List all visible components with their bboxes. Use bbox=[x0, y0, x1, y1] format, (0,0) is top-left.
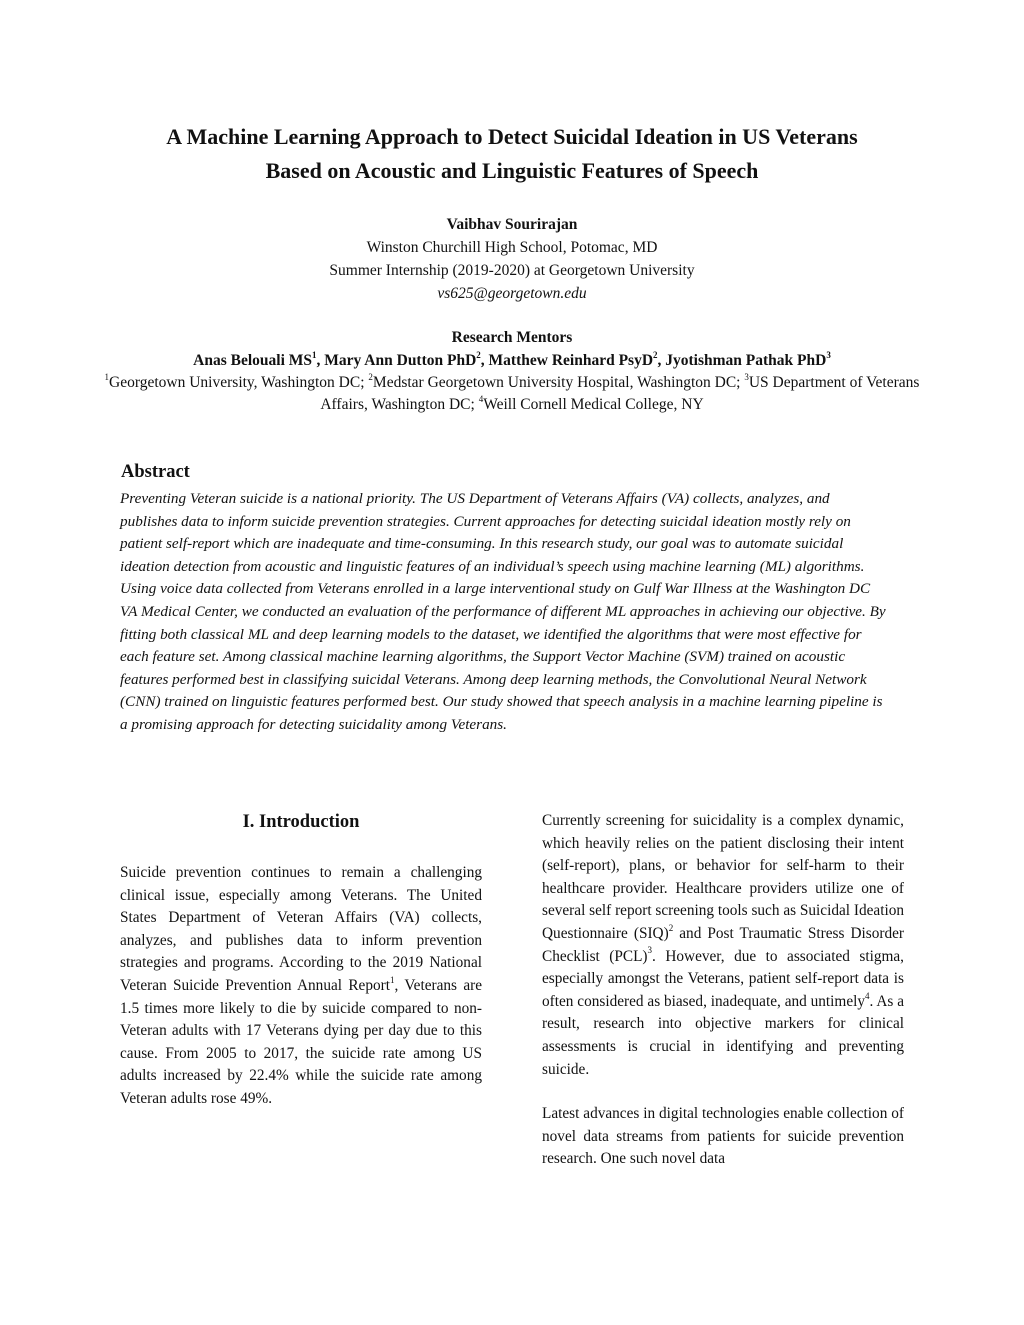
mentor-affiliation-mark: 1 bbox=[312, 349, 317, 360]
mentors-label: Research Mentors bbox=[451, 329, 573, 346]
paragraph-text: Suicide prevention continues to remain a challenging clinical issue, especially among Veterans. The United States Department of Veteran Affairs (VA) collects, analyzes, and publishes data to inform prevention strategies and programs. According to the 2019 National Veteran Suicide Prevention Annual Report bbox=[120, 864, 482, 994]
mentor-names: Anas Belouali $MS^1$, Mary Ann Dutton PhD$^2$, Matthew Reinhard PsyD$^2$, Jyotishman Pathak PhD$^3$ bbox=[193, 349, 831, 369]
mentor-affiliations bbox=[100, 372, 924, 416]
paragraph-text: . However, due to associated stigma, especially amongst the Veterans, patient self-report data is often considered as biased, inadequate, and untimely bbox=[542, 947, 904, 1010]
affiliation-mark: 3 bbox=[744, 371, 749, 382]
paragraph-text: Currently screening for suicidality is a complex dynamic, which heavily relies on the patient disclosing their intent (self-report), plans, or behavior for self-harm to their healthcare provider. Healthcare providers utilize one of several self report screening tools such as Suicidal Ideation Questionnaire (SIQ) bbox=[542, 812, 904, 942]
abstract-text: Preventing Veteran suicide is a national priority. The US Department of Veterans Affairs (VA) collects, analyzes, and publishes data to inform suicide prevention strategies. Current approaches for detecting suicidal ideation mostly rely on patient self-report which are inadequate and time-consuming. In this research study, our goal was to automate suicidal ideation detection from acoustic and linguistic features of an individual’s speech using machine learning (ML) algorithms. Using voice data collected from Veterans enrolled in a large interventional study on Gulf War Illness at the Washington DC VA Medical Center, we conducted an evaluation of the performance of different ML approaches in achieving our objective. By fitting both classical ML and deep learning models to the dataset, we identified the algorithms that were most effective for each feature set. Among classical machine learning algorithms, the Support Vector Machine (SVM) trained on acoustic features performed best in classifying suicidal Veterans. Among deep learning methods, the Convolutional Neural Network (CNN) trained on linguistic features performed best. Our study showed that speech analysis in a machine learning pipeline is a promising approach for detecting suicidality among Veterans. bbox=[120, 490, 886, 733]
citation-mark: 3 bbox=[647, 945, 653, 956]
paragraph-text: , Veterans are 1.5 times more likely to die by suicide compared to non-Veteran adults with 17 Veterans dying per day due to this cause. From 2005 to 2017, the suicide rate among US adults increased by 22.4% while the suicide rate among Veteran adults rose 49%. bbox=[120, 976, 482, 1107]
mentor-name: Anas Belouali MS bbox=[193, 352, 313, 369]
affiliation-text: Georgetown University, Washington DC; bbox=[109, 374, 369, 391]
title-line-2: Based on Acoustic and Linguistic Features of Speech bbox=[265, 158, 759, 183]
paragraph-text: and Post Traumatic Stress Disorder Checklist (PCL) bbox=[542, 924, 904, 965]
mentor-name: Mary Ann Dutton PhD bbox=[324, 352, 477, 369]
affiliation-mark: 1 bbox=[104, 371, 110, 382]
author-name: Vaibhav Sourirajan bbox=[446, 216, 578, 233]
author-internship: Summer Internship (2019-2020) at Georgetown University bbox=[329, 262, 695, 279]
author-school: Winston Churchill High School, Potomac, MD bbox=[366, 239, 658, 256]
mentors-block bbox=[100, 326, 924, 416]
author-block bbox=[100, 213, 924, 305]
title-line-1: A Machine Learning Approach to Detect Suicidal Ideation in US Veterans bbox=[166, 124, 858, 149]
intro-paragraph-2 bbox=[542, 810, 904, 1081]
left-column bbox=[120, 810, 482, 1133]
citation-mark: 2 bbox=[668, 922, 674, 933]
author-email[interactable]: vs625@georgetown.edu bbox=[437, 285, 587, 302]
intro-paragraph-3: Latest advances in digital technologies enable collection of novel data streams from patients for suicide prevention research. One such novel data bbox=[542, 1105, 904, 1168]
affiliation-text: US Department of Veterans Affairs, Washington DC; bbox=[320, 374, 920, 413]
introduction-heading: I. Introduction bbox=[242, 812, 360, 832]
mentor-name: Matthew Reinhard PsyD bbox=[488, 352, 654, 369]
mentor-affiliation-mark: 3 bbox=[826, 349, 831, 360]
mentor-name: Jyotishman Pathak PhD bbox=[665, 352, 827, 369]
affiliation-text: Weill Cornell Medical College, NY bbox=[483, 396, 704, 413]
citation-mark: 1 bbox=[389, 974, 395, 985]
affiliation-text: Medstar Georgetown University Hospital, Washington DC; bbox=[372, 374, 745, 391]
intro-paragraph-1 bbox=[120, 862, 482, 1111]
abstract-heading: Abstract bbox=[121, 462, 190, 482]
affiliation-mark: 4 bbox=[478, 393, 484, 404]
mentor-affiliation-mark: 2 bbox=[653, 349, 658, 360]
affiliation-mark: 2 bbox=[368, 371, 373, 382]
right-column bbox=[542, 810, 904, 1193]
paper-title bbox=[100, 120, 924, 188]
citation-mark: 4 bbox=[865, 990, 870, 1001]
paragraph-text: . As a result, research into objective markers for clinical assessments is crucial in identifying and preventing suicide. bbox=[542, 992, 904, 1078]
mentor-affiliation-mark: 2 bbox=[476, 349, 481, 360]
